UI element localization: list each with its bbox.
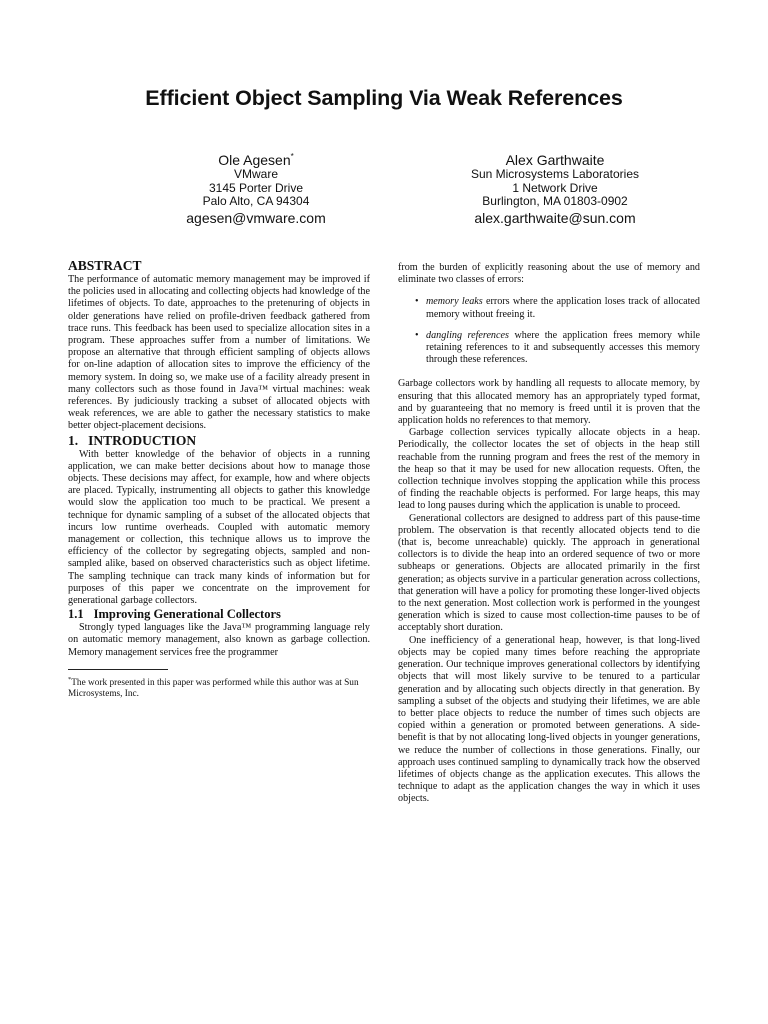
list-item-text: where the application frees memory while retaining references to it and subsequently accesses this memory through these references. xyxy=(426,329,700,366)
list-item xyxy=(398,330,700,367)
left-column xyxy=(68,258,370,700)
subsection-number: 1.1 xyxy=(68,607,84,622)
list-item xyxy=(398,296,700,320)
author-affiliation: Sun Microsystems Laboratories xyxy=(470,167,640,181)
author-address-line: Burlington, MA 01803-0902 xyxy=(482,194,628,208)
author-name: Ole Agesen xyxy=(218,152,291,168)
section-title: INTRODUCTION xyxy=(88,432,197,448)
list-item-text: errors where the application loses track of allocated memory without freeing it. xyxy=(426,296,700,320)
error-class-list xyxy=(398,296,700,366)
author-block-2 xyxy=(410,152,700,227)
right-column xyxy=(398,262,700,806)
author-affiliation: VMware xyxy=(233,167,278,181)
list-item-term: memory leaks xyxy=(426,296,483,308)
author-email: alex.garthwaite@sun.com xyxy=(474,209,636,226)
author-address-line: Palo Alto, CA 94304 xyxy=(202,194,310,208)
bullet-icon: • xyxy=(415,329,419,341)
body-paragraph: One inefficiency of a generational heap, however, is that long-lived objects may be copied many times before reaching the appropriate generation. Our technique improves generational collectors by identifying objects that will most likely survive to be tenured to a particular generation and by allocating such objects directly in that generation. By sampling a subset of the objects and studying their lifetimes, we are able to better place objects to reduce the number of times such objects are copied within a generation or promoted between generations. A side-benefit is that by not allocating long-lived objects in younger generations, we reduce the number of collections in those generations. Finally, our approach uses continued sampling to dynamically track how the observed lifetimes of objects change as the application executes. This allows the technique to adapt as the application changes the way in which it uses objects. xyxy=(398,634,700,805)
bullet-icon: • xyxy=(415,296,419,308)
author-address-line: 1 Network Drive xyxy=(512,180,598,195)
subsection-heading xyxy=(68,607,370,622)
abstract-text: The performance of automatic memory management may be improved if the policies used in allocating and collecting objects had knowledge of the lifetimes of objects. To date, approaches to the pretenuring of objects in older generations have relied on profile-driven feedback gathered from trace runs. This feedback has been used to specialize allocation sites in a program. These approaches suffer from a number of limitations. We propose an alternative that through efficient sampling of objects allows for on-line adaption of allocation sites to improve the efficiency of the memory system. In doing so, we make use of a facility already present in many collectors such as those found in Java™ virtual machines: weak references. By judiciously tracking a subset of allocated objects with weak references, we are able to gather the necessary statistics to make better object-placement decisions. xyxy=(68,274,370,432)
author-email: agesen@vmware.com xyxy=(186,209,326,226)
section-number: 1. xyxy=(68,432,79,448)
continued-paragraph: from the burden of explicitly reasoning about the use of memory and eliminate two classes of errors: xyxy=(398,262,700,286)
author-block-1 xyxy=(116,152,396,227)
body-paragraph: Garbage collectors work by handling all requests to allocate memory, by ensuring that this allocated memory has an appropriately typed format, and by guaranteeing that no memory is freed until it is proven that the application holds no references to that memory. xyxy=(398,378,700,427)
footnote-text: The work presented in this paper was performed while this author was at Sun Microsystems, Inc. xyxy=(68,677,359,699)
footnote-mark: * xyxy=(290,152,294,161)
body-paragraph: Garbage collection services typically allocate objects in a heap. Periodically, the collector locates the set of objects in the heap still reachable from the running program and frees the rest of the memory in the heap so that it may be used for new allocation requests. Often, the collection technique involves stopping the application while this process of finding the reachable objects is performed. For large heaps, this may lead to long pauses during which the application is unable to proceed. xyxy=(398,427,700,512)
intro-paragraph: With better knowledge of the behavior of objects in a running application, we can make better decisions about how to manage those objects. These decisions may affect, for example, how and where objects are placed. Typically, instrumenting all objects to gather this knowledge would slow the application too much to be practical. We present a technique for dynamic sampling of a subset of the allocated objects that incurs low runtime overheads. Coupled with automatic memory management or collection, this technique allows us to improve the efficiency of the collector by segregating objects, sampled and non-sampled alike, based on observed characteristics such as object lifetime. The sampling technique can track many kinds of information but for purposes of this paper we concentrate on the improvement for generational garbage collectors. xyxy=(68,448,370,607)
author-name: Alex Garthwaite xyxy=(505,152,605,168)
list-item-term: dangling references xyxy=(426,329,509,341)
subsection-paragraph: Strongly typed languages like the Java™ programming language rely on automatic memory management, also known as garbage collection. Memory management services free the programmer xyxy=(68,622,370,658)
author-address-line: 3145 Porter Drive xyxy=(208,180,304,195)
paper-title: Efficient Object Sampling Via Weak References xyxy=(145,86,623,110)
footnote xyxy=(68,674,370,700)
body-paragraph: Generational collectors are designed to address part of this pause-time problem. The observation is that recently allocated objects tend to die (that is, become unreachable) quickly. The approach in generational collectors is to divide the heap into an ordered sequence of two or more subheaps or generations. Objects are allocated primarily in the first generation; as objects survive in a particular generation across collections, that generation will have a policy for promoting these longer-lived objects to the next generation. Most collection work is performed in the youngest generation which is sized to cause most collection-time pauses to be of acceptably short duration. xyxy=(398,512,700,634)
subsection-title: Improving Generational Collectors xyxy=(93,607,281,622)
abstract-heading: ABSTRACT xyxy=(68,258,142,273)
section-heading xyxy=(68,433,370,449)
footnote-mark: * xyxy=(68,675,72,683)
footnote-rule xyxy=(68,669,168,670)
